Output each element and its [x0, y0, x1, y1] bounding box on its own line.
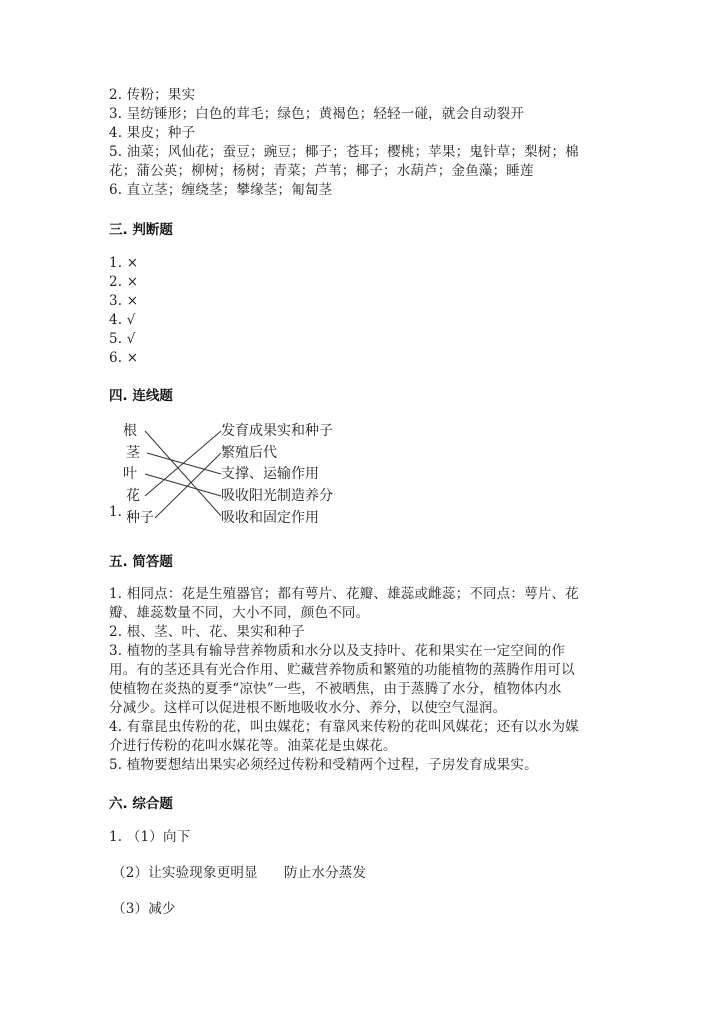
comprehensive-answer-2: （2）让实验现象更明显 [112, 865, 258, 881]
answer-line: 花；蒲公英；柳树；杨树；青菜；芦苇；椰子；水葫芦；金鱼藻；睡莲 [109, 163, 534, 179]
section-2-answers [109, 86, 619, 200]
matching-diagram [109, 418, 349, 536]
answer-line: 2. 传粉；果实 [109, 87, 196, 103]
section-3-answers [109, 254, 138, 368]
answer-line: 3. 植物的茎具有输导营养物质和水分以及支持叶、花和果实在一定空间的作 [109, 643, 566, 659]
left-item-root: 根 [123, 423, 137, 439]
left-item-stem: 茎 [126, 445, 140, 461]
answer-line: 5. 油菜；风仙花；蚕豆；豌豆；椰子；苍耳；樱桃；苹果；鬼针草；梨树；棉 [109, 144, 579, 160]
answer-line: 3. 呈纺锤形；白色的茸毛；绿色；黄褐色；轻轻一碰，就会自动裂开 [109, 106, 525, 122]
right-item-1: 发育成果实和种子 [221, 423, 333, 439]
section-5-answers [109, 585, 579, 775]
section-3-title: 三. 判断题 [109, 222, 173, 238]
answer-line: 分减少。这样可以促进根不断地吸收水分、养分，以使空气湿润。 [109, 700, 507, 716]
answer-line: 瓣、雄蕊数量不同，大小不同，颜色不同。 [109, 605, 370, 621]
judgement-answer: 5. √ [109, 331, 136, 347]
right-item-4: 吸收阳光制造养分 [221, 488, 333, 504]
answer-line: 5. 植物要想结出果实必须经过传粉和受精两个过程，子房发育成果实。 [109, 757, 538, 773]
answer-line: 4. 有靠昆虫传粉的花，叫虫媒花；有靠风来传粉的花叫风媒花；还有以水为媒 [109, 719, 579, 735]
left-item-leaf: 叶 [123, 466, 137, 482]
left-item-flower: 花 [126, 488, 140, 504]
answer-line: 2. 根、茎、叶、花、果实和种子 [109, 624, 305, 640]
question-number: 1. [109, 504, 122, 520]
answer-line: 用。有的茎还具有光合作用、贮藏营养物质和繁殖的功能植物的蒸腾作用可以 [109, 662, 575, 678]
judgement-answer: 3. × [109, 293, 139, 309]
answer-line: 6. 直立茎；缠绕茎；攀缘茎；匍匐茎 [109, 182, 333, 198]
left-item-seed: 种子 [126, 510, 154, 526]
answer-line: 1. 相同点：花是生殖器官；都有萼片、花瓣、雄蕊或雌蕊；不同点：萼片、花 [109, 586, 579, 602]
section-4-title: 四. 连线题 [109, 388, 173, 404]
comprehensive-answer-3: （3）减少 [112, 901, 176, 917]
section-6-title: 六. 综合题 [109, 796, 173, 812]
comprehensive-answer-2b: 防止水分蒸发 [284, 865, 367, 881]
judgement-answer: 4. √ [109, 312, 136, 328]
judgement-answer: 6. × [109, 350, 139, 366]
judgement-answer: 2. × [109, 274, 139, 290]
answer-line: 4. 果皮；种子 [109, 125, 196, 141]
answer-line: 介进行传粉的花叫水媒花等。油菜花是虫媒花。 [109, 738, 397, 754]
right-item-2: 繁殖后代 [221, 445, 277, 461]
comprehensive-answer-1: 1. （1）向下 [109, 829, 191, 845]
section-5-title: 五. 简答题 [109, 554, 173, 570]
right-item-5: 吸收和固定作用 [221, 510, 319, 526]
judgement-answer: 1. × [109, 255, 139, 271]
answer-line: 使植物在炎热的夏季“凉快”一些，不被晒焦，由于蒸腾了水分，植物体内水 [109, 681, 562, 697]
right-item-3: 支撑、运输作用 [221, 466, 319, 482]
